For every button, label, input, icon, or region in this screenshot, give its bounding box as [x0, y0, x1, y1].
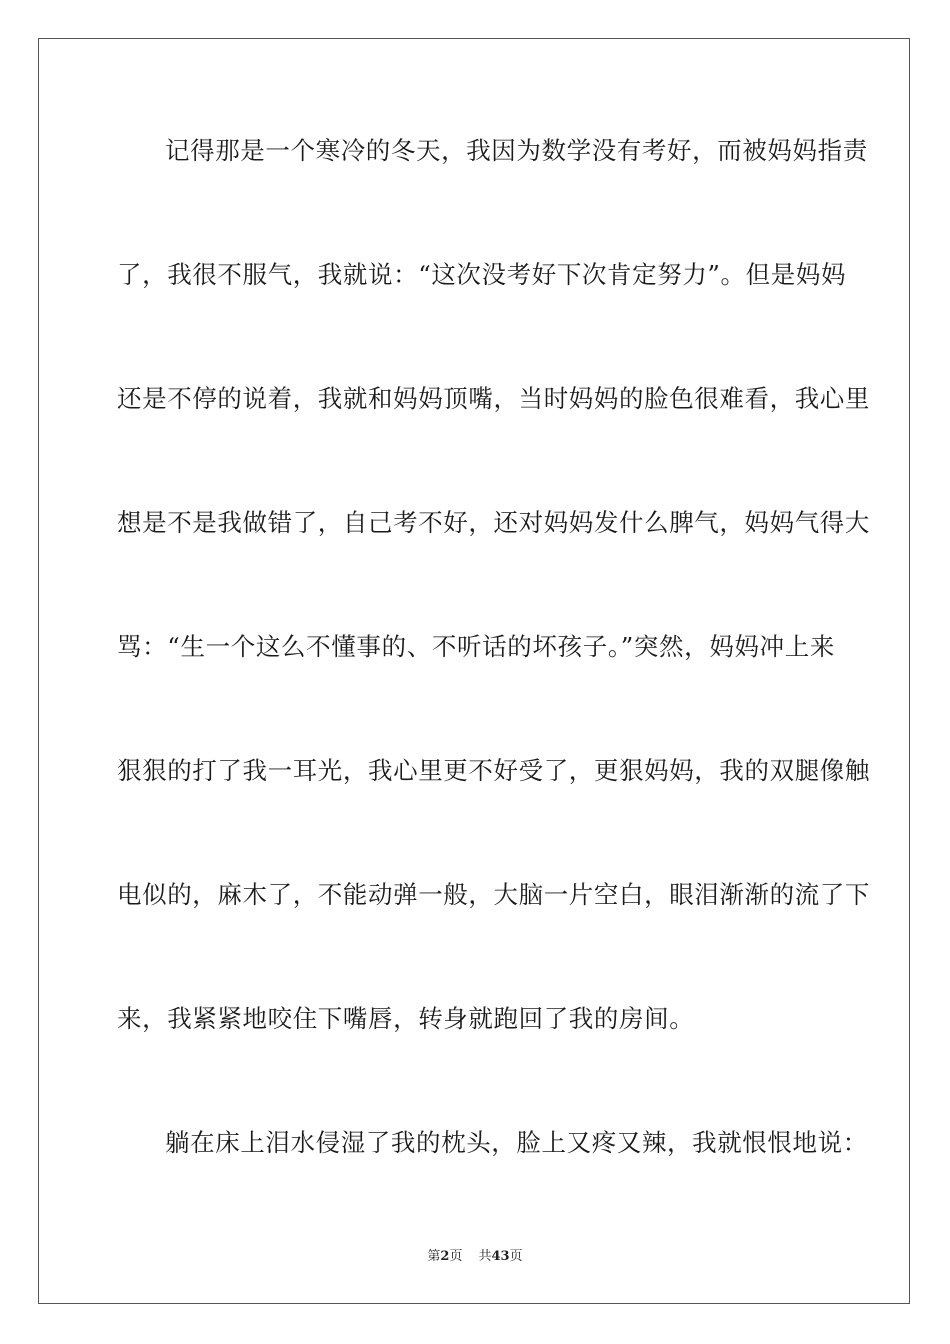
paragraph-1-line-4: 想是不是我做错了，自己考不好，还对妈妈发什么脾气，妈妈气得大 [117, 508, 870, 537]
paragraph-2-line-1: 躺在床上泪水侵湿了我的枕头，脸上又疼又辣，我就恨恨地说： [165, 1128, 868, 1157]
total-suffix: 页 [509, 1249, 523, 1264]
page-prefix: 第 [427, 1249, 441, 1264]
page-number: 2 [440, 1249, 450, 1264]
page-suffix: 页 [449, 1249, 463, 1264]
page-border [38, 38, 910, 1304]
paragraph-1-line-1: 记得那是一个寒冷的冬天，我因为数学没有考好，而被妈妈指责 [165, 136, 868, 165]
paragraph-1-line-7: 电似的，麻木了，不能动弹一般，大脑一片空白，眼泪渐渐的流了下 [117, 880, 870, 909]
paragraph-1-line-8: 来，我紧紧地咬住下嘴唇，转身就跑回了我的房间。 [117, 1004, 695, 1033]
total-pages: 43 [491, 1249, 510, 1264]
total-prefix: 共 [478, 1249, 492, 1264]
paragraph-1-line-2: 了，我很不服气，我就说：“这次没考好下次肯定努力”。但是妈妈 [117, 260, 847, 289]
paragraph-1-line-6: 狠狠的打了我一耳光，我心里更不好受了，更狠妈妈，我的双腿像触 [117, 756, 870, 785]
paragraph-1-line-3: 还是不停的说着，我就和妈妈顶嘴，当时妈妈的脸色很难看，我心里 [117, 384, 870, 413]
page-footer [0, 1248, 950, 1266]
paragraph-1-line-5: 骂：“生一个这么不懂事的、不听话的坏孩子。”突然，妈妈冲上来 [117, 632, 835, 661]
